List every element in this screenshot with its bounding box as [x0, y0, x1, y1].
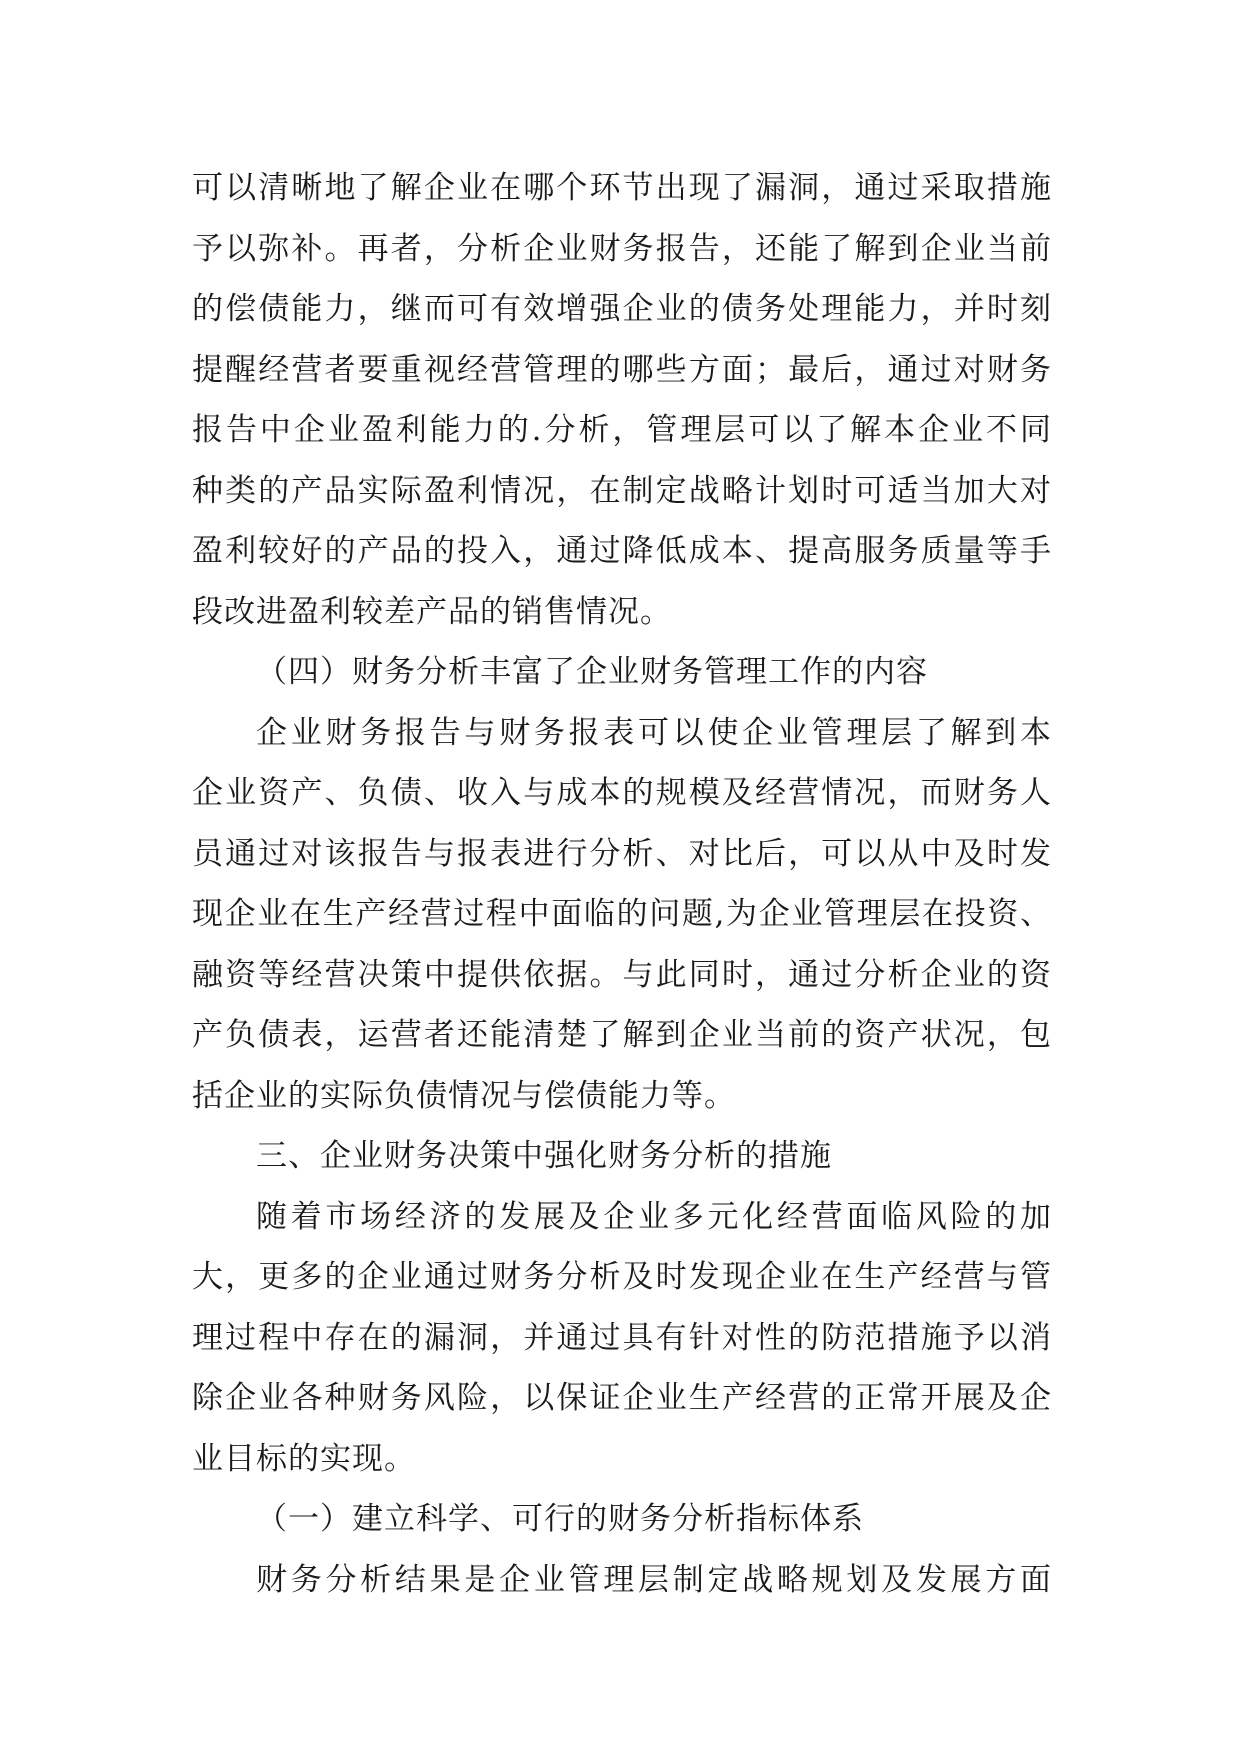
text-line: 报告中企业盈利能力的.分析，管理层可以了解本企业不同 [192, 412, 1052, 448]
text-line: 财务分析结果是企业管理层制定战略规划及发展方面 [256, 1561, 1052, 1598]
text-line: 段改进盈利较差产品的销售情况。 [192, 593, 672, 630]
section-heading: 三、企业财务决策中强化财务分析的措施 [256, 1138, 832, 1174]
text-line: 融资等经营决策中提供依据。与此同时，通过分析企业的资 [192, 956, 1052, 993]
text-line: 提醒经营者要重视经营管理的哪些方面；最后，通过对财务 [192, 351, 1052, 388]
text-line: 企业财务报告与财务报表可以使企业管理层了解到本 [256, 714, 1052, 751]
text-line: 盈利较好的产品的投入，通过降低成本、提高服务质量等手 [192, 533, 1052, 569]
text-line: 产负债表，运营者还能清楚了解到企业当前的资产状况，包 [192, 1017, 1052, 1053]
text-line: 大，更多的企业通过财务分析及时发现企业在生产经营与管 [192, 1259, 1052, 1295]
text-line: 理过程中存在的漏洞，并通过具有针对性的防范措施予以消 [192, 1319, 1052, 1356]
text-line: 的偿债能力，继而可有效增强企业的债务处理能力，并时刻 [192, 291, 1052, 327]
text-line: 随着市场经济的发展及企业多元化经营面临风险的加 [256, 1198, 1052, 1235]
section-heading: （四）财务分析丰富了企业财务管理工作的内容 [256, 654, 928, 690]
text-line: 可以清晰地了解企业在哪个环节出现了漏洞，通过采取措施 [192, 170, 1052, 206]
text-line: 除企业各种财务风险，以保证企业生产经营的正常开展及企 [192, 1380, 1052, 1416]
text-line: 种类的产品实际盈利情况，在制定战略计划时可适当加大对 [192, 472, 1052, 509]
text-line: 业目标的实现。 [192, 1440, 416, 1477]
text-line: 予以弥补。再者，分析企业财务报告，还能了解到企业当前 [192, 230, 1052, 267]
text-line: 现企业在生产经营过程中面临的问题,为企业管理层在投资、 [192, 896, 1052, 932]
section-heading: （一）建立科学、可行的财务分析指标体系 [256, 1501, 864, 1537]
text-line: 括企业的实际负债情况与偿债能力等。 [192, 1077, 736, 1114]
text-line: 员通过对该报告与报表进行分析、对比后，可以从中及时发 [192, 835, 1052, 872]
text-line: 企业资产、负债、收入与成本的规模及经营情况，而财务人 [192, 775, 1052, 811]
document-body [192, 158, 1052, 1610]
